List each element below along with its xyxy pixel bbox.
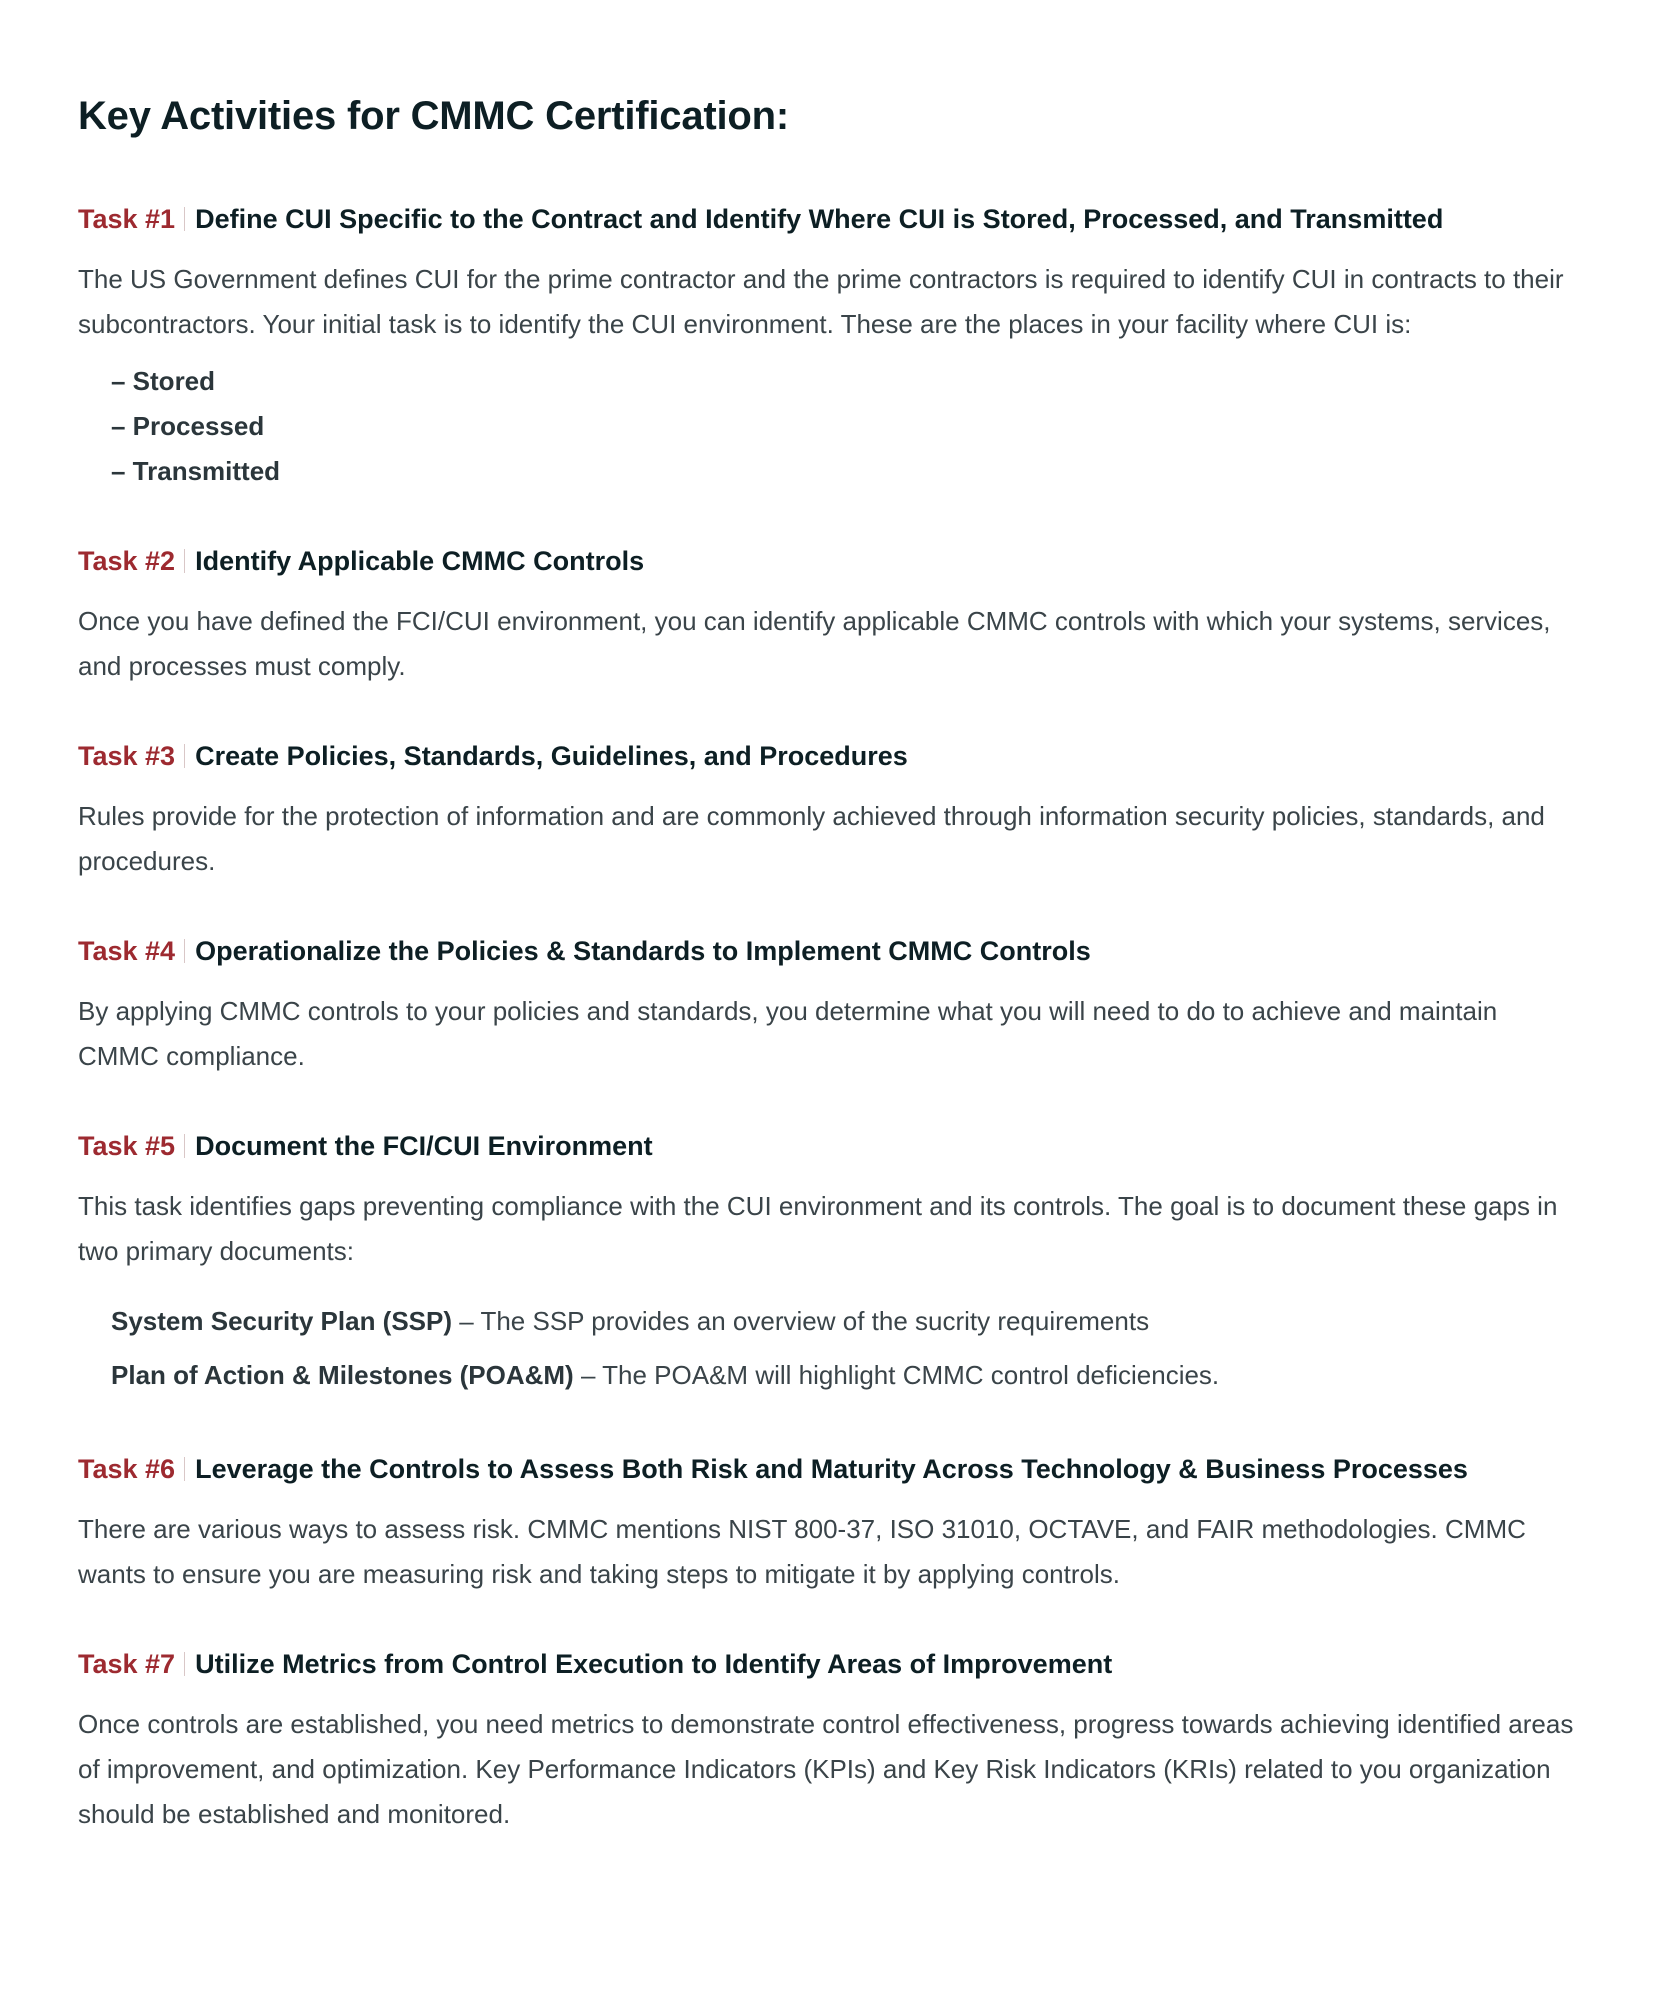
task-number: Task #7 — [78, 1649, 176, 1679]
document-item-ssp — [111, 1294, 1575, 1348]
task-description: By applying CMMC controls to your policies and standards, you determine what you will need to do to achieve and maintain CMMC compliance. — [78, 996, 1498, 1071]
task-description: This task identifies gaps preventing compliance with the CUI environment and its controls. The goal is to document these gaps in two primary documents: — [78, 1191, 1558, 1266]
document-term: Plan of Action & Milestones (POA&M) — [111, 1360, 574, 1390]
task-divider — [184, 744, 185, 768]
task-divider — [184, 1457, 185, 1481]
task-2 — [78, 543, 1575, 689]
task-heading — [78, 1646, 1575, 1682]
task-3 — [78, 738, 1575, 884]
task-number: Task #5 — [78, 1131, 176, 1161]
task-title: Document the FCI/CUI Environment — [195, 1131, 653, 1161]
list-item: – Transmitted — [111, 456, 281, 486]
task-description: Once you have defined the FCI/CUI environment, you can identify applicable CMMC controls with which your systems, services, and processes must comply. — [78, 606, 1551, 681]
task-number: Task #4 — [78, 936, 176, 966]
task-number: Task #2 — [78, 546, 176, 576]
task-5 — [78, 1128, 1575, 1402]
task-heading — [78, 543, 1575, 579]
task-heading — [78, 1451, 1575, 1487]
task-divider — [184, 1652, 185, 1676]
task-divider — [184, 1134, 185, 1158]
task-description: Rules provide for the protection of information and are commonly achieved through information security policies, standards, and procedures. — [78, 801, 1545, 876]
task-title: Define CUI Specific to the Contract and Identify Where CUI is Stored, Processed, and Transmitted — [195, 204, 1444, 234]
task-number: Task #6 — [78, 1454, 176, 1484]
task-4 — [78, 933, 1575, 1079]
cui-bullet-list — [111, 359, 1575, 494]
list-item: – Stored — [111, 366, 216, 396]
task-number: Task #3 — [78, 741, 176, 771]
task-1 — [78, 201, 1575, 494]
task-title: Utilize Metrics from Control Execution to Identify Areas of Improvement — [195, 1649, 1113, 1679]
document-term: System Security Plan (SSP) — [111, 1306, 453, 1336]
task-heading — [78, 933, 1575, 969]
document-description: – The POA&M will highlight CMMC control deficiencies. — [573, 1360, 1220, 1390]
task-divider — [184, 207, 185, 231]
task-heading — [78, 201, 1575, 237]
document-description: – The SSP provides an overview of the sucrity requirements — [452, 1306, 1150, 1336]
page-title: Key Activities for CMMC Certification: — [78, 94, 790, 138]
task-heading — [78, 738, 1575, 774]
task-6 — [78, 1451, 1575, 1597]
list-item: – Processed — [111, 411, 265, 441]
primary-documents-list — [111, 1294, 1575, 1402]
task-title: Leverage the Controls to Assess Both Risk and Maturity Across Technology & Business Processes — [195, 1454, 1468, 1484]
task-7 — [78, 1646, 1575, 1837]
task-divider — [184, 939, 185, 963]
task-number: Task #1 — [78, 204, 176, 234]
task-description: The US Government defines CUI for the prime contractor and the prime contractors is required to identify CUI in contracts to their subcontractors. Your initial task is to identify the CUI environment. These are the places in your facility where CUI is: — [78, 264, 1564, 339]
task-title: Identify Applicable CMMC Controls — [195, 546, 645, 576]
task-title: Create Policies, Standards, Guidelines, and Procedures — [195, 741, 908, 771]
task-divider — [184, 549, 185, 573]
task-description: There are various ways to assess risk. CMMC mentions NIST 800-37, ISO 31010, OCTAVE, and FAIR methodologies. CMMC wants to ensure you are measuring risk and taking steps to mitigate it by applying controls. — [78, 1514, 1526, 1589]
task-heading — [78, 1128, 1575, 1164]
task-title: Operationalize the Policies & Standards to Implement CMMC Controls — [195, 936, 1091, 966]
task-description: Once controls are established, you need metrics to demonstrate control effectiveness, progress towards achieving identified areas of improvement, and optimization. Key Performance Indicators (KPIs) and Key Risk Indicators (KRIs) related to you organization should be established and monitored. — [78, 1709, 1574, 1829]
document-item-poam — [111, 1348, 1575, 1402]
